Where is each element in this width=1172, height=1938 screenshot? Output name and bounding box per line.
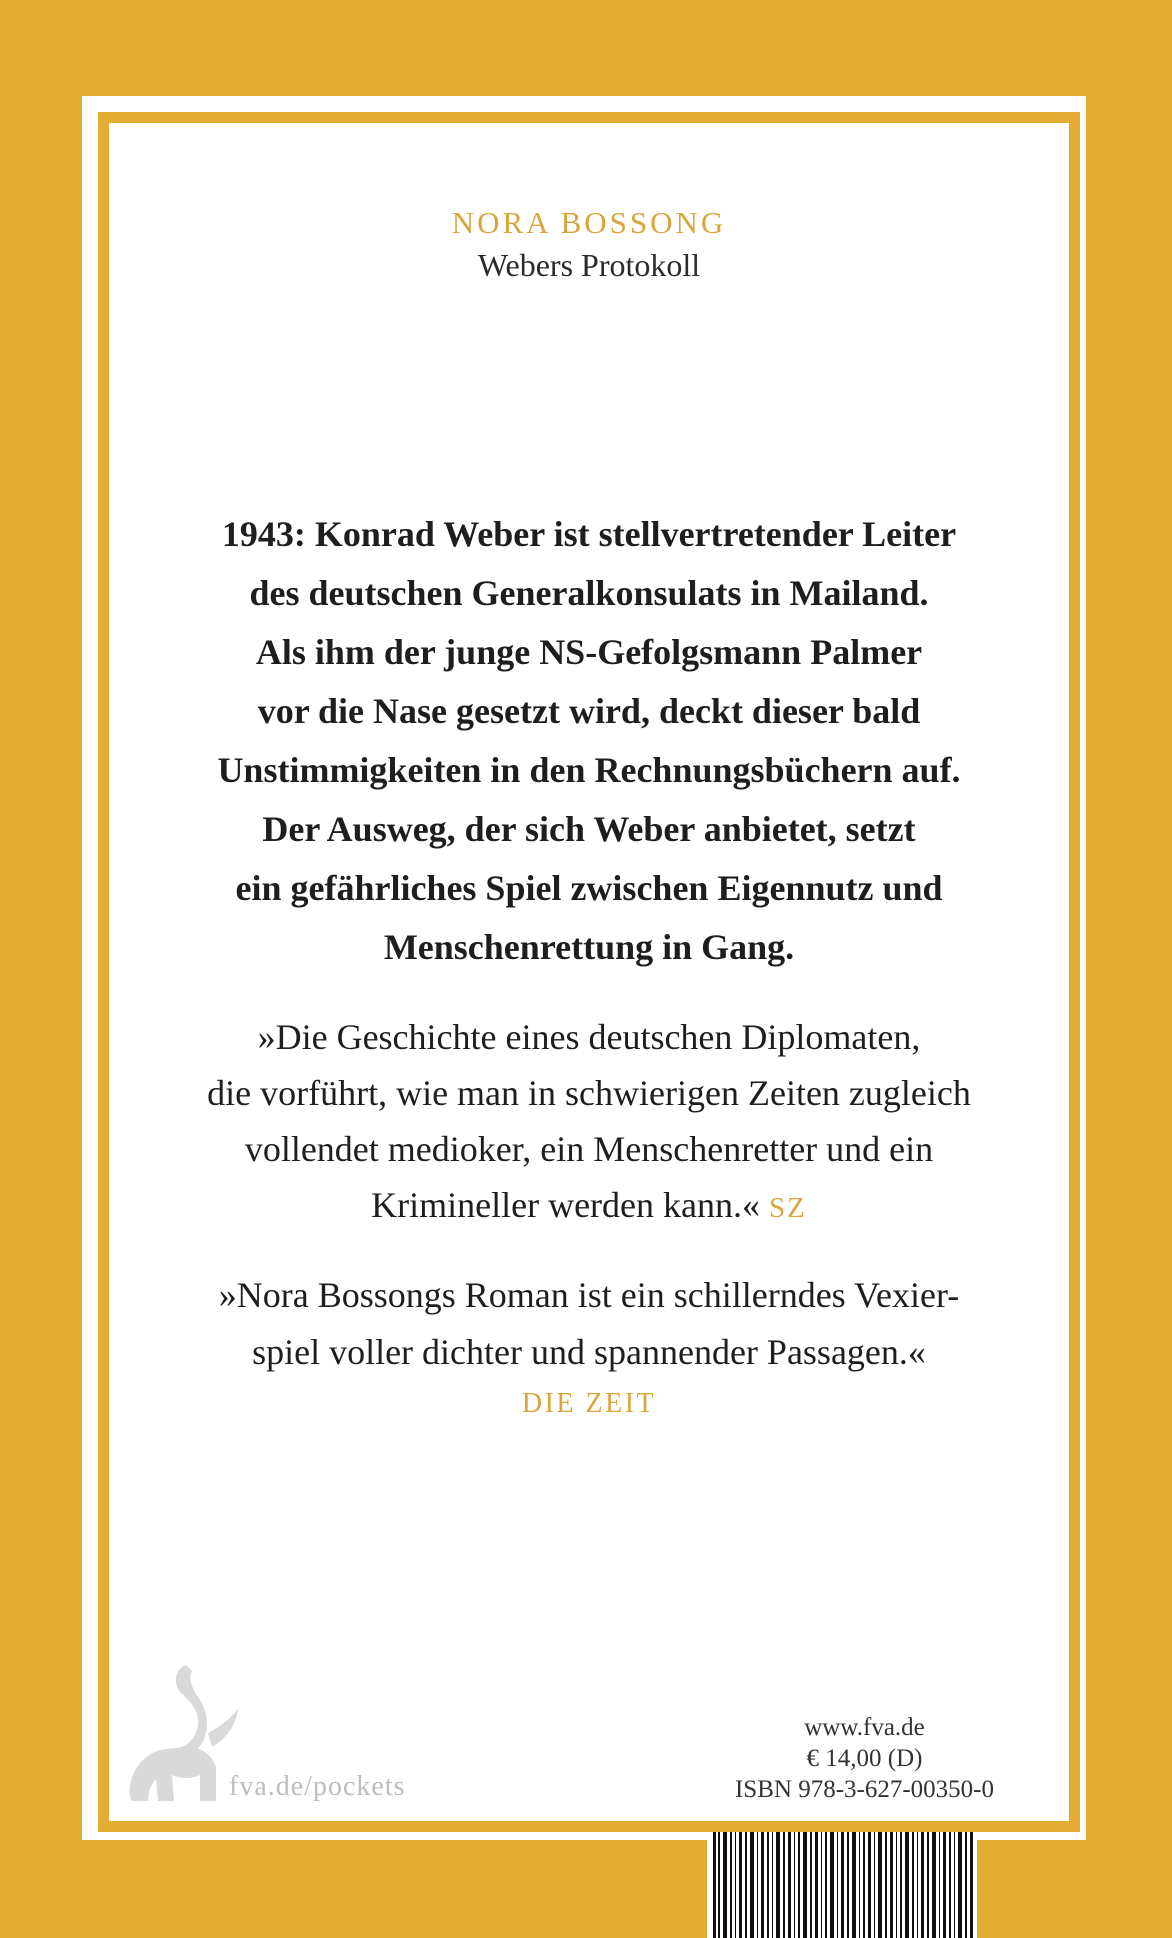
- blurb-line: Der Ausweg, der sich Weber anbietet, setzt: [262, 809, 916, 849]
- review-quote-zeit: [109, 1267, 1069, 1381]
- quote-line: vollendet medioker, ein Menschenretter und ein: [244, 1129, 934, 1169]
- barcode-icon: [707, 1832, 977, 1938]
- quote-line: »Nora Bossongs Roman ist ein schillerndes Vexier-: [218, 1275, 960, 1315]
- barcode: [707, 1832, 977, 1938]
- blurb-line: des deutschen Generalkonsulats in Mailand.: [249, 573, 929, 613]
- cover-content: [109, 123, 1069, 1821]
- quote-source: DIE ZEIT: [521, 1388, 657, 1419]
- quote-line-with-source: [109, 1177, 1069, 1236]
- quote-source: SZ: [769, 1192, 807, 1224]
- quote-line: Krimineller werden kann.«: [371, 1185, 761, 1225]
- quote-line: »Die Geschichte eines deutschen Diplomaten,: [257, 1017, 921, 1057]
- pockets-url: fva.de/pockets: [229, 1771, 406, 1802]
- isbn-label: ISBN 978-3-627-00350-0: [734, 1776, 994, 1803]
- author-name: NORA BOSSONG: [451, 205, 727, 240]
- quote-line: spiel voller dichter und spannender Passagen.«: [252, 1332, 926, 1372]
- publisher-meta: [735, 1712, 994, 1805]
- elephant-logo-icon: [126, 1663, 241, 1803]
- blurb-line: Als ihm der junge NS-Gefolgsmann Palmer: [255, 632, 923, 672]
- blurb-line: Menschenrettung in Gang.: [383, 927, 795, 967]
- book-title: Webers Protokoll: [477, 247, 701, 283]
- review-quote-sz: [109, 1009, 1069, 1236]
- quote-line: die vorführt, wie man in schwierigen Zeiten zugleich: [207, 1073, 971, 1113]
- blurb-line: ein gefährliches Spiel zwischen Eigennutz und: [235, 868, 943, 908]
- blurb-line: 1943: Konrad Weber ist stellvertretender Leiter: [221, 514, 957, 554]
- price-label: € 14,00 (D): [806, 1745, 923, 1772]
- blurb-line: vor die Nase gesetzt wird, deckt dieser bald: [257, 691, 921, 731]
- website-url: www.fva.de: [804, 1714, 925, 1741]
- blurb-text: [109, 505, 1069, 977]
- blurb-line: Unstimmigkeiten in den Rechnungsbüchern auf.: [217, 750, 961, 790]
